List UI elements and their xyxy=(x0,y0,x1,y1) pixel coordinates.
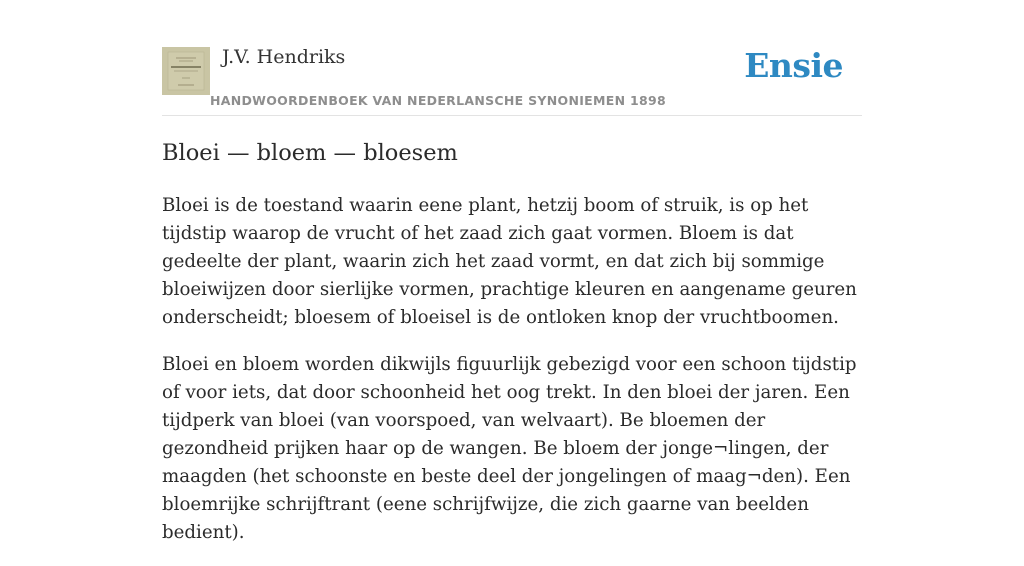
book-cover-avatar[interactable] xyxy=(162,47,210,95)
article-body xyxy=(162,192,862,566)
header xyxy=(162,0,862,116)
ensie-logo[interactable]: Ensie xyxy=(744,46,843,85)
author-name[interactable]: J.V. Hendriks xyxy=(222,46,346,68)
paragraph: Bloei is de toestand waarin eene plant, hetzij boom of struik, is op het tijdstip waarop de vrucht of het zaad zich gaat vormen. Bloem is dat gedeelte der plant, waarin zich het zaad vormt, en dat zich bij sommige bloeiwijzen door sierlijke vormen, prachtige kleuren en aangename geuren onderscheidt; bloesem of bloeisel is de ontloken knop der vruchtboomen. xyxy=(162,195,857,328)
paragraph: Bloei en bloem worden dikwijls figuurlijk gebezigd voor een schoon tijdstip of voor iets, dat door schoonheid het oog trekt. In den bloei der jaren. Een tijdperk van bloei (van voorspoed, van welvaart). Be bloemen der gezondheid prijken haar op de wangen. Be bloem der jonge¬lingen, der maagden (het schoonste en beste deel der jongelingen of maag¬den). Een bloemrijke schrijftrant (eene schrijfwijze, die zich gaarne van beelden bedient). xyxy=(162,354,857,543)
page-container xyxy=(162,0,862,543)
source-book-title[interactable]: HANDWOORDENBOEK VAN NEDERLANSCHE SYNONIEMEN 1898 xyxy=(210,93,667,108)
article-title: Bloei — bloem — bloesem xyxy=(162,140,458,166)
book-cover-image xyxy=(162,47,210,95)
